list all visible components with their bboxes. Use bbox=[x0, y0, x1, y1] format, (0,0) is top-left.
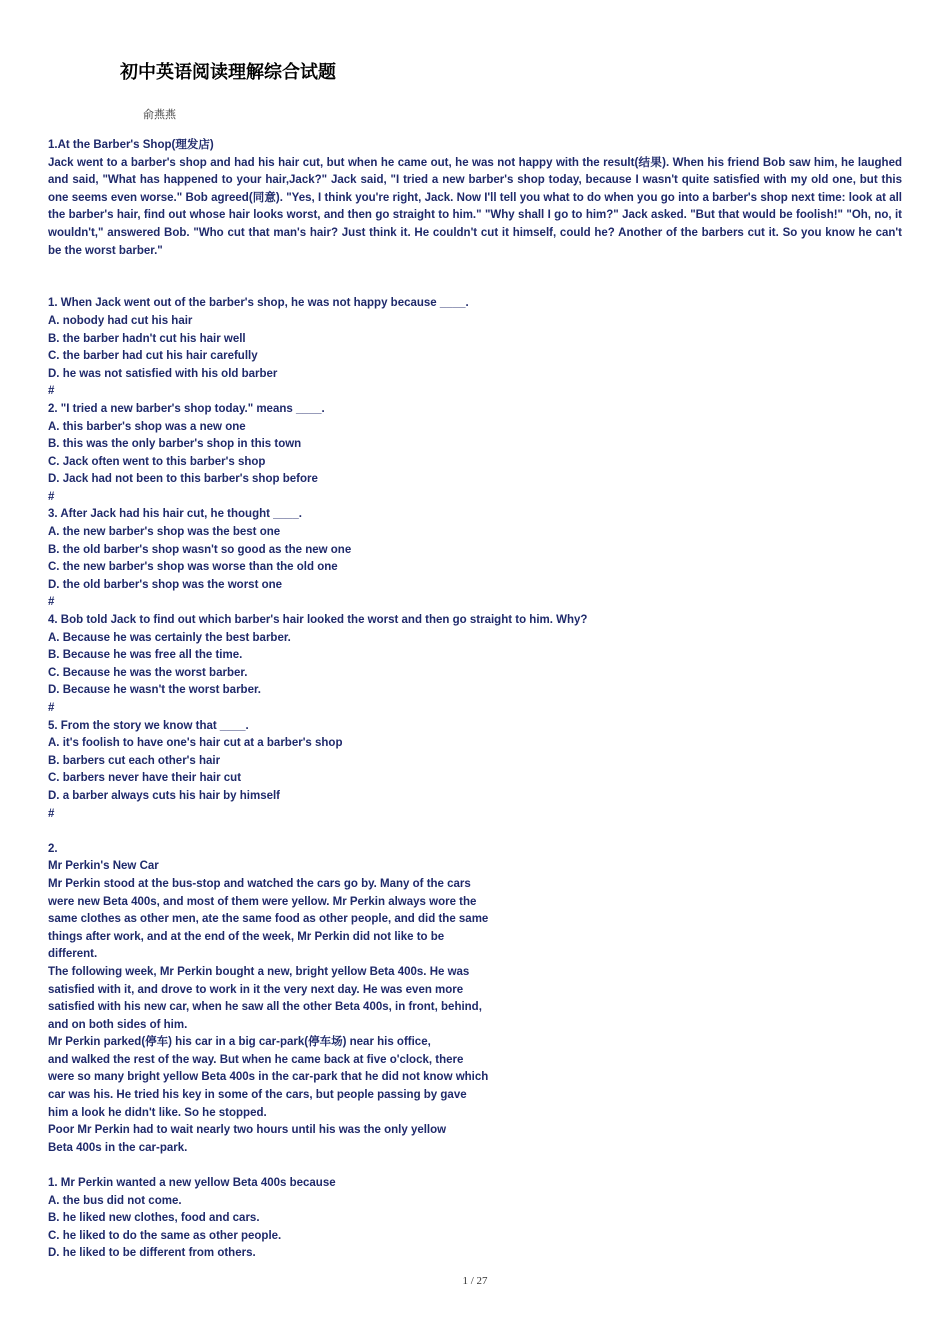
page-number: 1 / 27 bbox=[462, 1275, 488, 1287]
question-block bbox=[48, 718, 902, 824]
question-stem: 1. When Jack went out of the barber's shop, he was not happy because ____. bbox=[48, 297, 469, 310]
question-separator: # bbox=[48, 385, 55, 398]
answer-option: B. Because he was free all the time. bbox=[48, 649, 243, 662]
question-stem: 4. Bob told Jack to find out which barber's hair looked the worst and then go straight to him. Why? bbox=[48, 614, 588, 627]
answer-option: C. the barber had cut his hair carefully bbox=[48, 350, 258, 363]
answer-option: A. this barber's shop was a new one bbox=[48, 420, 246, 433]
question-block bbox=[48, 612, 902, 718]
question-separator: # bbox=[48, 807, 55, 820]
passage-line: him a look he didn't like. So he stopped. bbox=[48, 1106, 267, 1119]
passage-line: and walked the rest of the way. But when he came back at five o'clock, there bbox=[48, 1053, 464, 1066]
passage-2-text bbox=[48, 876, 902, 1158]
passage-2-questions bbox=[48, 1175, 902, 1263]
answer-option: C. he liked to do the same as other people. bbox=[48, 1229, 282, 1242]
answer-option: B. this was the only barber's shop in this town bbox=[48, 438, 302, 451]
answer-option: A. the new barber's shop was the best one bbox=[48, 526, 281, 539]
document-title: 初中英语阅读理解综合试题 bbox=[120, 62, 336, 83]
passage-line: satisfied with his new car, when he saw all the other Beta 400s, in front, behind, bbox=[48, 1001, 482, 1014]
answer-option: A. the bus did not come. bbox=[48, 1194, 182, 1207]
answer-option: D. he was not satisfied with his old barber bbox=[48, 367, 278, 380]
answer-option: B. barbers cut each other's hair bbox=[48, 754, 221, 767]
passage-line: Mr Perkin parked(停车) his car in a big car-park(停车场) near his office, bbox=[48, 1036, 431, 1049]
passage-1-questions bbox=[48, 295, 902, 823]
answer-option: D. Jack had not been to this barber's shop before bbox=[48, 473, 318, 486]
answer-option: B. the barber hadn't cut his hair well bbox=[48, 332, 246, 345]
passage-2-title: Mr Perkin's New Car bbox=[48, 860, 159, 873]
spacer bbox=[48, 1157, 902, 1175]
answer-option: C. barbers never have their hair cut bbox=[48, 772, 242, 785]
answer-option: C. the new barber's shop was worse than the old one bbox=[48, 561, 338, 574]
question-block bbox=[48, 1175, 902, 1263]
answer-option: B. he liked new clothes, food and cars. bbox=[48, 1212, 260, 1225]
question-stem: 1. Mr Perkin wanted a new yellow Beta 400s because bbox=[48, 1177, 336, 1190]
question-separator: # bbox=[48, 490, 55, 503]
question-block bbox=[48, 295, 902, 401]
answer-option: D. Because he wasn't the worst barber. bbox=[48, 684, 261, 697]
question-separator: # bbox=[48, 702, 55, 714]
passage-line: and on both sides of him. bbox=[48, 1018, 188, 1031]
answer-option: D. a barber always cuts his hair by himself bbox=[48, 789, 281, 802]
passage-2-number: 2. bbox=[48, 842, 58, 855]
author-name: 俞燕燕 bbox=[143, 108, 176, 121]
passage-line: different. bbox=[48, 948, 98, 961]
question-stem: 2. "I tried a new barber's shop today." means ____. bbox=[48, 402, 325, 415]
question-stem: 3. After Jack had his hair cut, he thought ____. bbox=[48, 508, 302, 521]
answer-option: D. he liked to be different from others. bbox=[48, 1247, 256, 1260]
question-block bbox=[48, 401, 902, 507]
passage-line: satisfied with it, and drove to work in it the very next day. He was even more bbox=[48, 983, 464, 996]
question-block bbox=[48, 506, 902, 612]
passage-line: Mr Perkin stood at the bus-stop and watched the cars go by. Many of the cars bbox=[48, 877, 471, 890]
passage-line: Poor Mr Perkin had to wait nearly two hours until his was the only yellow bbox=[48, 1124, 447, 1137]
passage-line: car was his. He tried his key in some of the cars, but people passing by gave bbox=[48, 1089, 467, 1102]
question-separator: # bbox=[48, 596, 55, 609]
spacer bbox=[48, 823, 902, 841]
passage-1-text: Jack went to a barber's shop and had his hair cut, but when he came out, he was not happy with the result(结果). When his friend Bob saw him, he laughed and said, "What has happened to your hair,Jack?" Jack said, "I tried a new barber's shop today, because I wasn't quite satisfied with my old one, but this one seems even worse." Bob agreed(同意). "Yes, I think you're right, Jack. Now I'll tell you what to do when you go into a barber's shop next time: look at all the barber's hair, find out whose hair looks worst, and then go straight to him." "Why shall I go to him?" Jack asked. "But that would be foolish!" "Oh, no, it wouldn't," answered Bob. "Who cut that man's hair? Just think it. He couldn't cut it himself, could he? Another of the barbers cut it. So you know he can't be the worst barber." bbox=[48, 156, 902, 257]
answer-option: A. Because he was certainly the best barber. bbox=[48, 631, 291, 644]
passage-line: were so many bright yellow Beta 400s in the car-park that he did not know which bbox=[48, 1071, 489, 1084]
answer-option: C. Jack often went to this barber's shop bbox=[48, 455, 266, 468]
passage-line: were new Beta 400s, and most of them were yellow. Mr Perkin always wore the bbox=[48, 895, 477, 908]
passage-line: The following week, Mr Perkin bought a new, bright yellow Beta 400s. He was bbox=[48, 965, 470, 978]
passage-line: things after work, and at the end of the week, Mr Perkin did not like to be bbox=[48, 930, 445, 943]
answer-option: A. nobody had cut his hair bbox=[48, 314, 193, 327]
passage-1-heading: 1.At the Barber's Shop(理发店) bbox=[48, 139, 214, 151]
spacer bbox=[48, 260, 902, 295]
answer-option: C. Because he was the worst barber. bbox=[48, 666, 248, 679]
question-stem: 5. From the story we know that ____. bbox=[48, 719, 249, 732]
answer-option: D. the old barber's shop was the worst one bbox=[48, 578, 283, 591]
answer-option: A. it's foolish to have one's hair cut at a barber's shop bbox=[48, 737, 343, 750]
passage-line: Beta 400s in the car-park. bbox=[48, 1141, 188, 1154]
answer-option: B. the old barber's shop wasn't so good as the new one bbox=[48, 543, 352, 556]
passage-line: same clothes as other men, ate the same food as other people, and did the same bbox=[48, 913, 489, 926]
document-body bbox=[48, 137, 902, 1263]
